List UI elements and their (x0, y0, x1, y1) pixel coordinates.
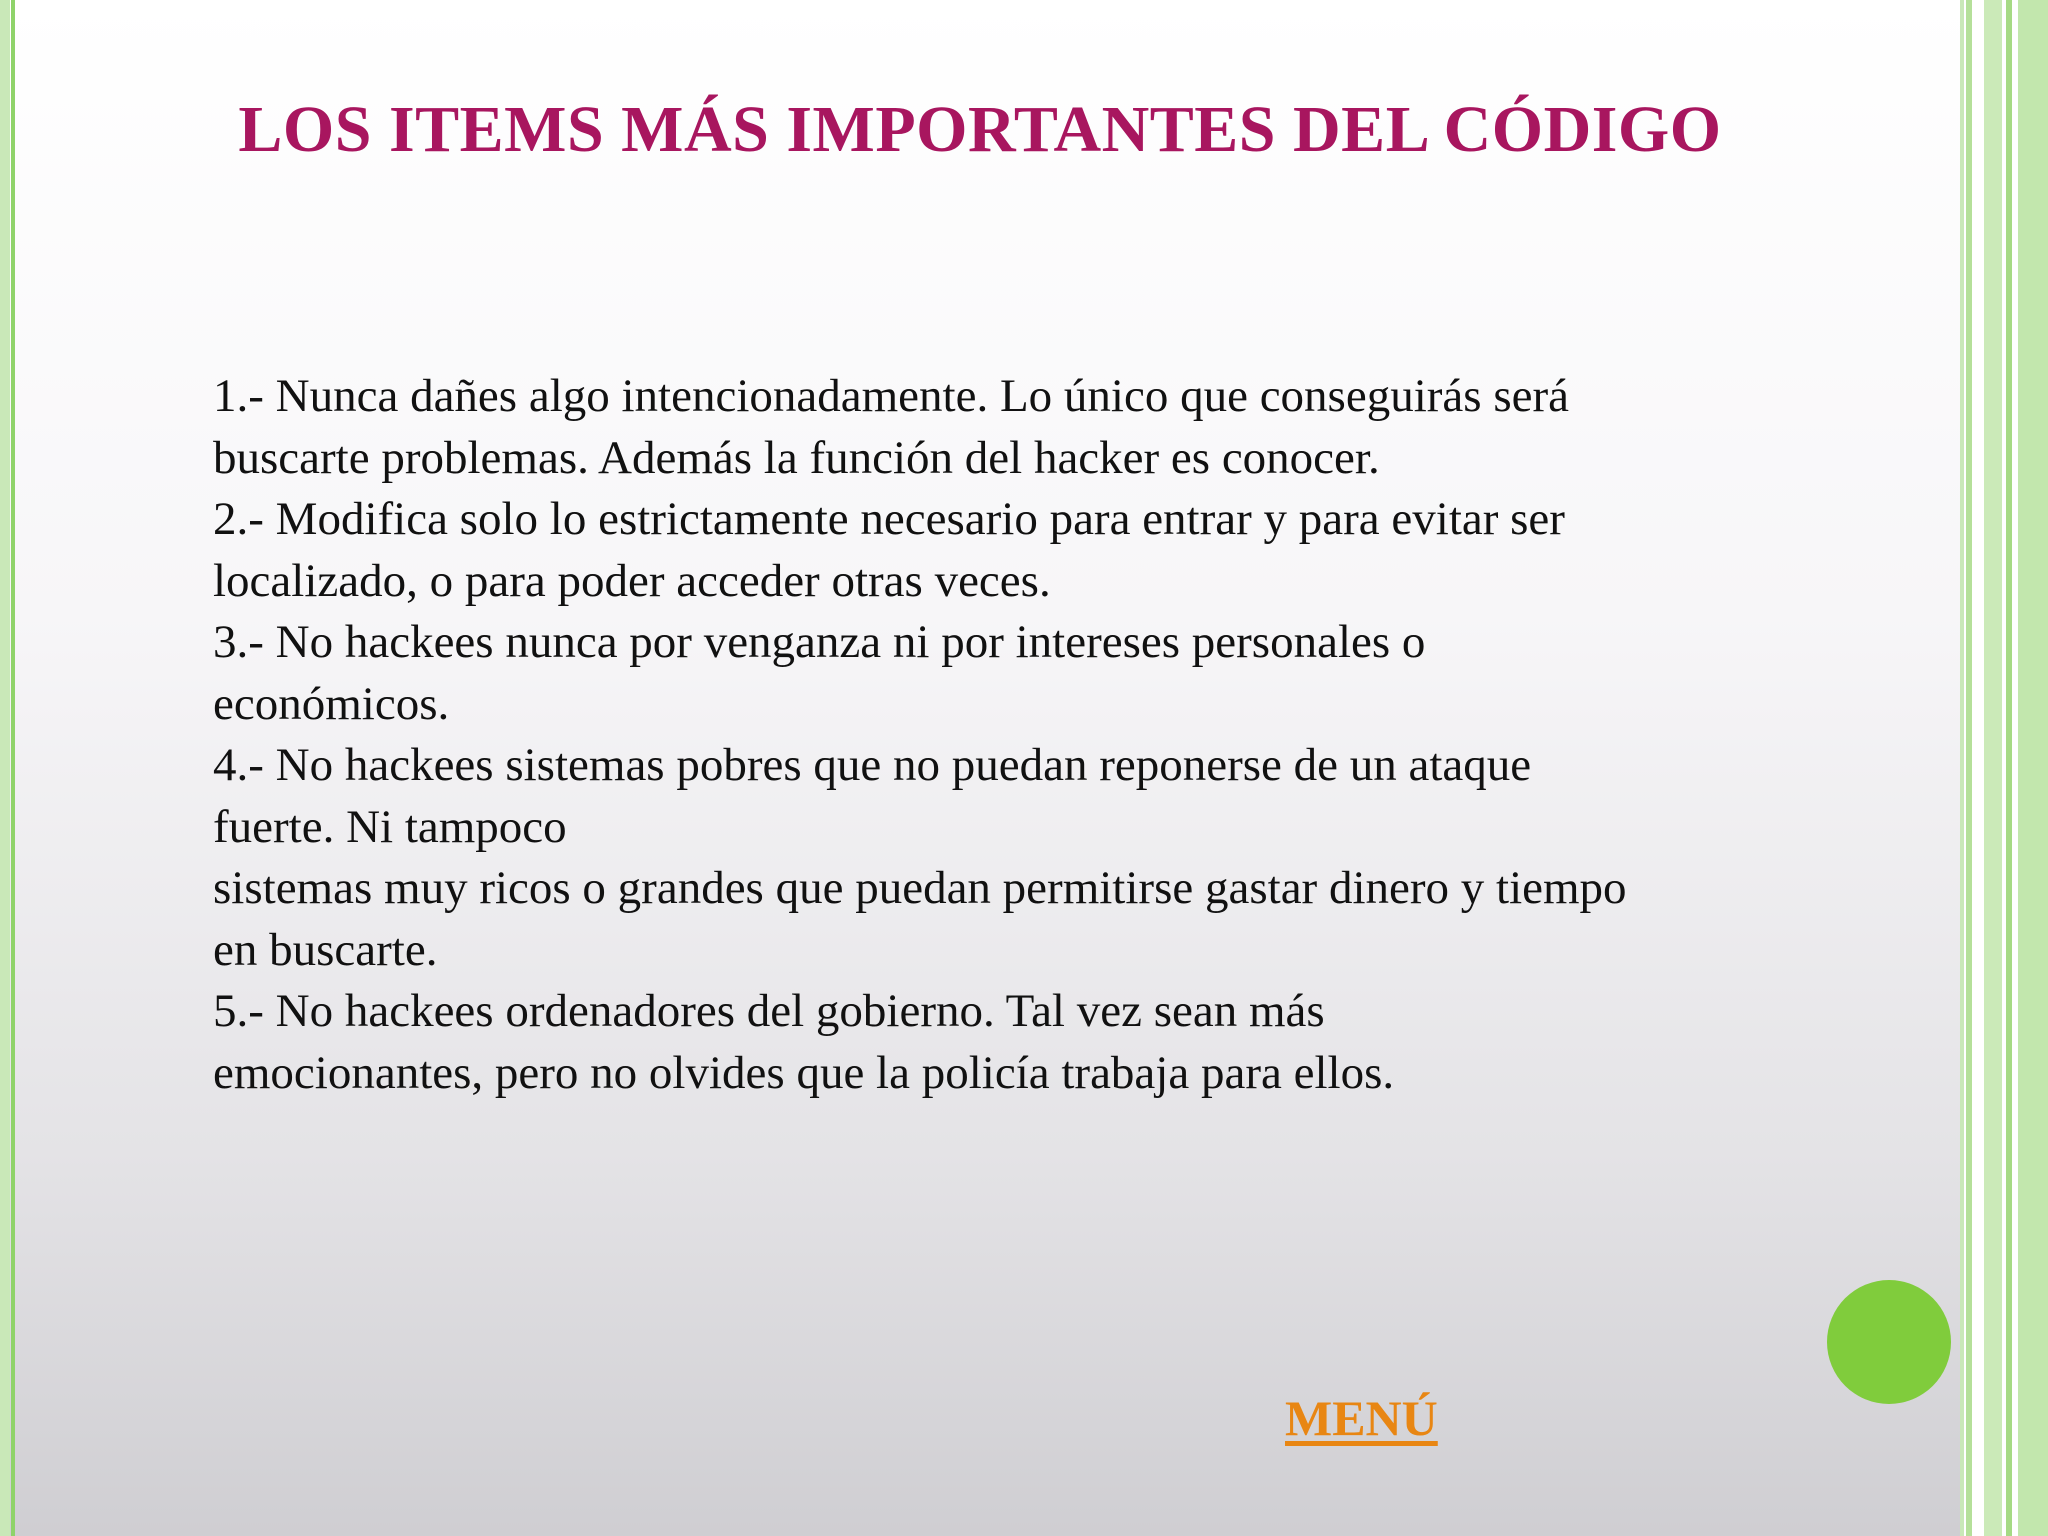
right-decorative-line (1960, 0, 1964, 1536)
body-line: 4.- No hackees sistemas pobres que no puedan reponerse de un ataque (213, 739, 1532, 791)
right-decorative-line (2006, 0, 2012, 1536)
menu-link[interactable]: MENÚ (1285, 1390, 1438, 1446)
body-line: 5.- No hackees ordenadores del gobierno. Tal vez sean más (213, 985, 1325, 1037)
body-line: emocionantes, pero no olvides que la policía trabaja para ellos. (213, 1046, 1395, 1099)
body-line: en buscarte. (213, 923, 438, 976)
green-circle-decoration (1827, 1280, 1951, 1404)
body-line: económicos. (213, 677, 450, 730)
right-decorative-line (1966, 0, 1972, 1536)
body-line: buscarte problemas. Además la función del hacker es conocer. (213, 431, 1380, 484)
body-line: 1.- Nunca dañes algo intencionadamente. Lo único que conseguirás será (213, 370, 1569, 422)
body-line: localizado, o para poder acceder otras veces. (213, 554, 1051, 607)
slide-body (213, 366, 1793, 1104)
right-decorative-line (1984, 0, 2002, 1536)
right-decorative-line (2018, 0, 2048, 1536)
body-line: 2.- Modifica solo lo estrictamente necesario para entrar y para evitar ser (213, 493, 1565, 545)
body-line: fuerte. Ni tampoco (213, 800, 567, 853)
body-line: 3.- No hackees nunca por venganza ni por intereses personales o (213, 616, 1426, 668)
left-decorative-line (11, 0, 15, 1536)
left-decorative-stripe (0, 0, 10, 1536)
slide-title: LOS ITEMS MÁS IMPORTANTES DEL CÓDIGO (238, 93, 1722, 166)
body-line: sistemas muy ricos o grandes que puedan permitirse gastar dinero y tiempo (213, 862, 1627, 914)
